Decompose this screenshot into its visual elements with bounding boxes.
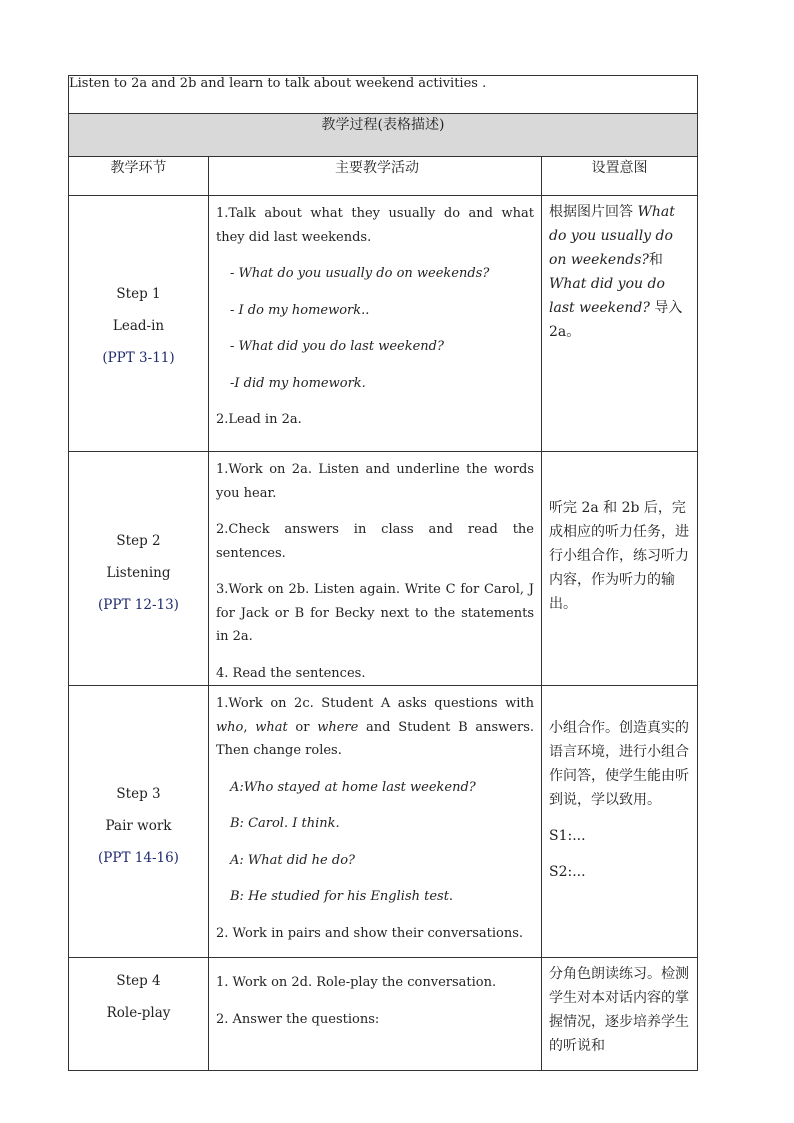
step-row-1	[69, 196, 698, 452]
step-3-intent	[542, 686, 698, 958]
intent-text: 根据图片回答 What do you usually do on weekends?和 What did you do last weekend? 导入 2a。	[549, 204, 683, 340]
activity-item: 2.Lead in 2a.	[216, 412, 302, 427]
activity-item: 2.Check answers in class and read the sentences.	[216, 522, 534, 561]
activity-dialog-line: A:Who stayed at home last weekend?	[230, 779, 476, 795]
step-1-number: Step 1	[116, 285, 161, 302]
activity-dialog-line: - I do my homework..	[230, 302, 370, 318]
step-4-label-cell	[69, 958, 209, 1071]
header-intent: 设置意图	[542, 157, 698, 196]
header-stage: 教学环节	[69, 157, 209, 196]
step-1-activities	[209, 196, 542, 452]
step-2-intent	[542, 452, 698, 686]
activity-dialog-line: B: He studied for his English test.	[230, 889, 454, 904]
activity-item: 1.Talk about what they usually do and what they did last weekends.	[216, 206, 534, 245]
step-4-number: Step 4	[116, 973, 161, 989]
step-1-intent	[542, 196, 698, 452]
header-activities: 主要教学活动	[209, 157, 542, 196]
objective-row	[69, 76, 698, 114]
step-3-name: Pair work	[105, 817, 172, 834]
objective-text: Listen to 2a and 2b and learn to talk about weekend activities .	[69, 76, 698, 114]
intent-text: S2:...	[549, 864, 586, 880]
activity-item: 4. Read the sentences.	[216, 665, 366, 681]
activity-dialog-line: B: Carol. I think.	[230, 816, 340, 831]
column-header-row	[69, 157, 698, 196]
activity-item: 1.Work on 2a. Listen and underline the words you hear.	[216, 462, 534, 501]
activity-item: 3.Work on 2b. Listen again. Write C for Carol, J for Jack or B for Becky next to the statements in 2a.	[216, 582, 534, 644]
activity-dialog-line: - What do you usually do on weekends?	[230, 266, 490, 281]
activity-item: 2. Work in pairs and show their conversations.	[216, 925, 524, 941]
step-4-name: Role-play	[106, 1005, 171, 1021]
lesson-plan-table	[68, 75, 698, 1071]
step-row-2	[69, 452, 698, 686]
step-3-number: Step 3	[116, 785, 161, 802]
step-3-activities	[209, 686, 542, 958]
section-title-row	[69, 114, 698, 157]
step-1-label-cell	[69, 196, 209, 452]
section-title: 教学过程(表格描述)	[69, 114, 698, 157]
intent-text: 小组合作。创造真实的语言环境，进行小组合作问答，使学生能由听到说，学以致用。	[549, 720, 689, 808]
step-row-4	[69, 958, 698, 1071]
step-2-number: Step 2	[116, 532, 161, 549]
step-3-label-cell	[69, 686, 209, 958]
activity-dialog-line: - What did you do last weekend?	[230, 339, 444, 354]
activity-item: 1. Work on 2d. Role-play the conversation.	[216, 975, 497, 990]
step-2-name: Listening	[106, 564, 171, 581]
activity-item: 1.Work on 2c. Student A asks questions with who, what or where and Student B answers. Then change roles.	[216, 696, 534, 758]
activity-dialog-line: -I did my homework.	[230, 375, 366, 391]
activity-dialog-line: A: What did he do?	[230, 852, 355, 868]
step-2-label-cell	[69, 452, 209, 686]
activity-item: 2. Answer the questions:	[216, 1011, 380, 1027]
intent-text: 分角色朗读练习。检测学生对本对话内容的掌握情况，逐步培养学生的听说和	[549, 966, 689, 1054]
intent-text: 听完 2a 和 2b 后，完成相应的听力任务，进行小组合作，练习听力内容，作为听力的输出。	[549, 500, 689, 612]
step-row-3	[69, 686, 698, 958]
step-4-intent	[542, 958, 698, 1071]
step-1-ppt: (PPT 3-11)	[102, 349, 175, 366]
step-2-activities	[209, 452, 542, 686]
step-1-name: Lead-in	[112, 317, 165, 334]
step-2-ppt: (PPT 12-13)	[98, 596, 179, 613]
step-4-activities	[209, 958, 542, 1071]
step-3-ppt: (PPT 14-16)	[98, 849, 179, 866]
intent-text: S1:...	[549, 828, 586, 844]
